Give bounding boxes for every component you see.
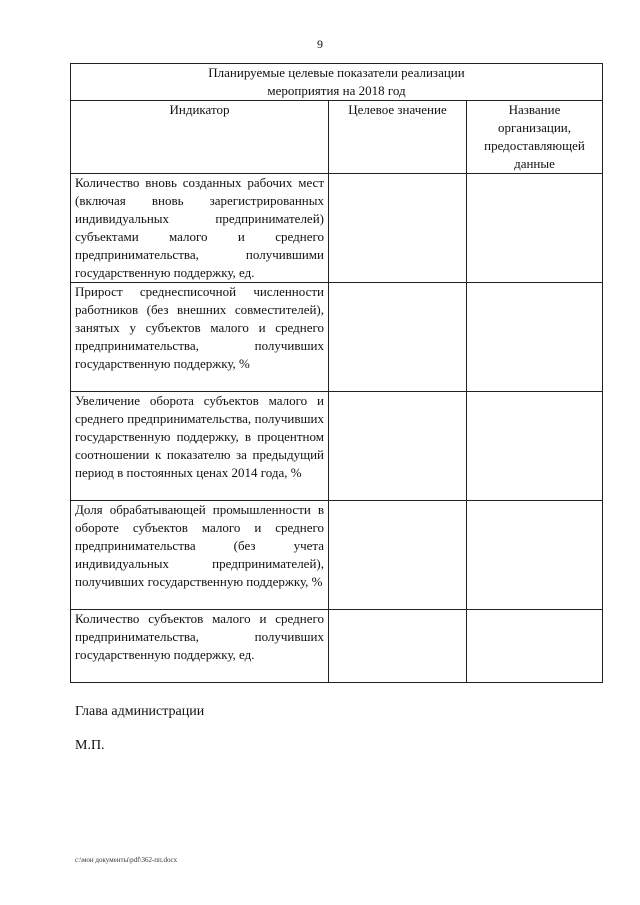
table-row — [71, 283, 603, 392]
organization-cell — [467, 501, 603, 610]
indicator-cell: Прирост среднесписочной численности работников (без внешних совместителей), занятых у субъектов малого и среднего предпринимательства, получивших государственную поддержку, % — [71, 283, 329, 392]
target-value-cell — [329, 174, 467, 283]
table-title-line-2: мероприятия на 2018 год — [267, 83, 406, 98]
indicator-cell: Доля обрабатывающей промышленности в обороте субъектов малого и среднего предпринимательства (без учета индивидуальных предпринимателей), получивших государственную поддержку, % — [71, 501, 329, 610]
target-value-cell — [329, 610, 467, 683]
table-title-line-1: Планируемые целевые показатели реализации — [208, 65, 465, 80]
target-value-cell — [329, 392, 467, 501]
stamp-label: М.П. — [75, 738, 105, 753]
column-header-indicator: Индикатор — [71, 101, 329, 174]
page-number: 9 — [317, 37, 323, 51]
target-value-cell — [329, 501, 467, 610]
organization-cell — [467, 610, 603, 683]
organization-cell — [467, 392, 603, 501]
file-path-footer: c:\мои документы\pdf\362-пп.docx — [75, 856, 178, 864]
signature-label: Глава администрации — [75, 704, 205, 719]
table-title — [71, 64, 603, 101]
target-value-cell — [329, 283, 467, 392]
table-row — [71, 174, 603, 283]
table-row — [71, 610, 603, 683]
column-header-organization: Название организации, предоставляющей данные — [467, 101, 603, 174]
indicator-cell: Увеличение оборота субъектов малого и среднего предпринимательства, получивших государственную поддержку, в процентном соотношении к показателю за предыдущий период в постоянных ценах 2014 года, % — [71, 392, 329, 501]
organization-cell — [467, 174, 603, 283]
table-row — [71, 392, 603, 501]
table-row — [71, 501, 603, 610]
indicator-cell: Количество субъектов малого и среднего предпринимательства, получивших государственную поддержку, ед. — [71, 610, 329, 683]
indicator-cell: Количество вновь созданных рабочих мест (включая вновь зарегистрированных индивидуальных предпринимателей) субъектами малого и среднего предпринимательства, получившими государственную поддержку, ед. — [71, 174, 329, 283]
column-header-target-value: Целевое значение — [329, 101, 467, 174]
organization-cell — [467, 283, 603, 392]
target-indicators-table — [70, 63, 603, 683]
